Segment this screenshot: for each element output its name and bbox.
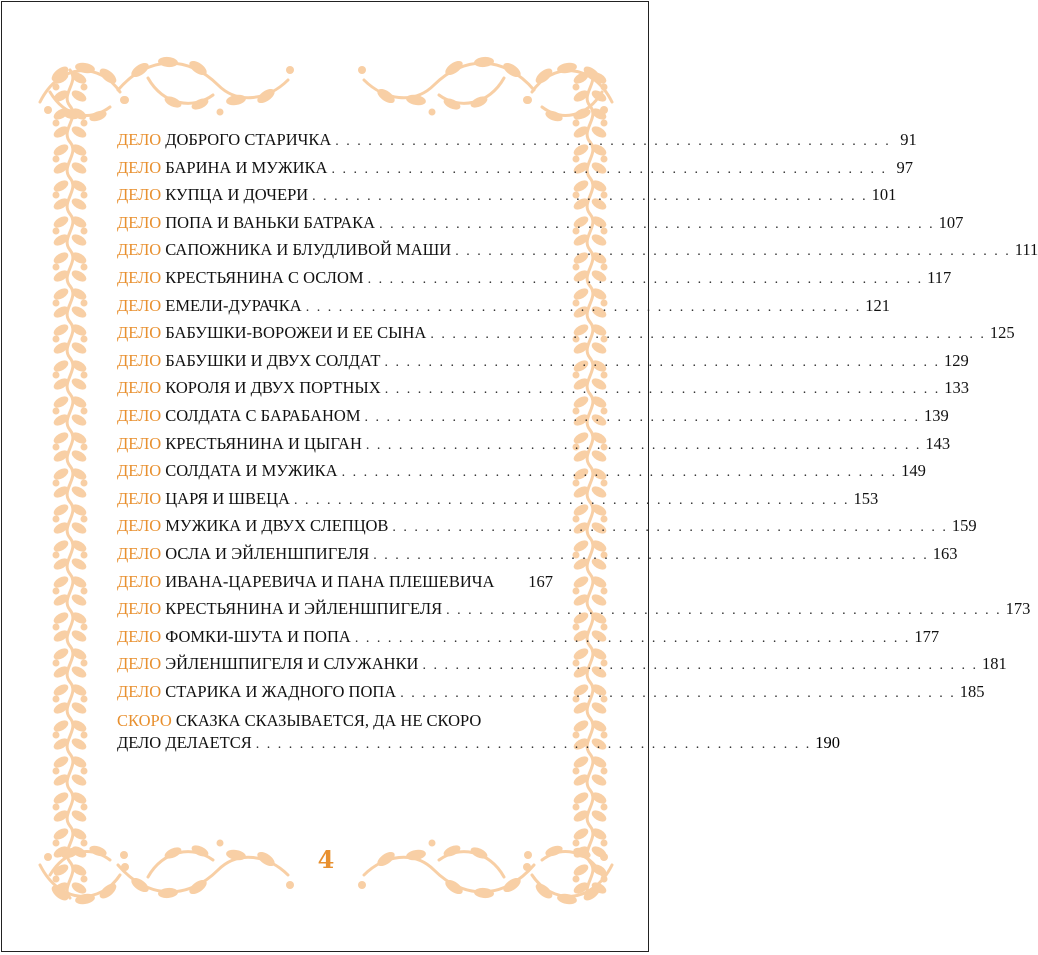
toc-title-continued: ДЕЛО ДЕЛАЕТСЯ	[117, 733, 252, 753]
toc-leader-dots: . . . . . . . . . . . . . . . . . . . . . . . . . . . . . . . . . . . . . . . . . . . . . . . . . . .	[312, 189, 868, 205]
toc-keyword: СКОРО	[117, 711, 172, 731]
page-number: 4	[317, 845, 335, 874]
toc-page-number: 97	[896, 157, 913, 177]
toc-keyword: ДЕЛО	[117, 681, 162, 701]
toc-entry[interactable]	[117, 212, 964, 241]
toc-entry[interactable]	[117, 654, 1007, 682]
toc-keyword: ДЕЛО	[117, 240, 162, 260]
toc-entry[interactable]	[117, 599, 1031, 627]
toc-page-number: 149	[901, 461, 926, 481]
toc-leader-dots: . . . . . . . . . . . . . . . . . . . . . . . . . . . . . . . . . . . . . . . . . . . . . . . . . . .	[293, 492, 850, 508]
toc-title: БАБУШКИ-ВОРОЖЕИ И ЕЕ СЫНА	[165, 323, 427, 343]
table-of-contents	[117, 130, 1038, 757]
toc-entry[interactable]	[117, 405, 949, 434]
toc-page-number: 91	[900, 130, 917, 149]
toc-keyword: ДЕЛО	[117, 157, 162, 177]
toc-page-number: 139	[924, 405, 949, 425]
toc-leader-dots: . . . . . . . . . . . . . . . . . . . . . . . . . . . . . . . . . . . . . . . . . . . . . . . . . . .	[367, 271, 924, 287]
toc-title: СТАРИКА И ЖАДНОГО ПОПА	[165, 681, 397, 701]
toc-entry[interactable]	[117, 681, 985, 710]
toc-leader-dots: . . . . . . . . . . . . . . . . . . . . . . . . . . . . . . . . . . . . . . . . . . . . . . . . . . .	[455, 244, 1011, 260]
toc-entry[interactable]	[117, 626, 940, 655]
toc-keyword: ДЕЛО	[117, 516, 162, 536]
toc-leader-dots: . . . . . . . . . . . . . . . . . . . . . . . . . . . . . . . . . . . . . . . . . . . . . . . . . . .	[400, 685, 956, 701]
toc-title: КРЕСТЬЯНИНА И ЦЫГАН	[165, 433, 362, 453]
toc-page-number: 111	[1014, 240, 1038, 260]
toc-leader-dots: . . . . . . . . . . . . . . . . . . . . . . . . . . . . . . . . . . . . . . . . . . . . . . . . . . .	[384, 382, 941, 398]
toc-title: ПОПА И ВАНЬКИ БАТРАКА	[165, 212, 376, 232]
toc-keyword: ДЕЛО	[117, 405, 162, 425]
toc-entry[interactable]	[117, 130, 917, 158]
toc-keyword: ДЕЛО	[117, 654, 162, 674]
toc-leader-dots: . . . . . . . . . . . . . . . . . . . . . . . . . . . . . . . . . . . . . . . . . . . . . . . . . . .	[392, 520, 948, 536]
toc-entry[interactable]	[117, 378, 969, 406]
toc-title: ОСЛА И ЭЙЛЕНШПИГЕЛЯ	[165, 543, 370, 563]
toc-title: ФОМКИ-ШУТА И ПОПА	[165, 626, 351, 646]
toc-entry[interactable]	[117, 572, 553, 600]
toc-page-number: 101	[871, 185, 897, 205]
toc-leader-dots: . . . . . . . . . . . . . . . . . . . . . . . . . . . . . . . . . . . . . . . . . . . . . . . . . . .	[373, 547, 929, 563]
toc-keyword: ДЕЛО	[117, 433, 162, 453]
toc-page-number: 190	[815, 733, 840, 753]
toc-page-number: 129	[943, 350, 969, 370]
toc-title: ЭЙЛЕНШПИГЕЛЯ И СЛУЖАНКИ	[165, 654, 419, 674]
toc-page-number: 133	[944, 378, 969, 398]
toc-title: САПОЖНИКА И БЛУДЛИВОЙ МАШИ	[165, 240, 452, 260]
toc-title: ЦАРЯ И ШВЕЦА	[165, 488, 290, 508]
toc-entry[interactable]	[117, 157, 913, 186]
toc-leader-dots: . . . . . . . . . . . . . . . . . . . . . . . . . . . . . . . . . . . . . . . . . . . . . . . . . . .	[384, 354, 940, 370]
toc-page-number: 117	[927, 267, 952, 287]
toc-page-number: 167	[528, 571, 553, 591]
toc-page-number: 153	[853, 488, 879, 508]
toc-page-number: 163	[932, 543, 958, 563]
toc-entry-last-line2	[117, 733, 840, 757]
toc-keyword: ДЕЛО	[117, 350, 162, 370]
toc-keyword: ДЕЛО	[117, 543, 162, 563]
toc-entry[interactable]	[117, 516, 977, 544]
toc-leader-dots: . . . . . . . . . . . . . . . . . . . . . . . . . . . . . . . . . . . . . . . . . . . . . . . . . . .	[335, 134, 891, 149]
toc-leader-dots: . . . . . . . . . . . . . . . . . . . . . . . . . . . . . . . . . . . . . . . . . . . . . . . . . . .	[446, 603, 1002, 619]
toc-page-number: 159	[951, 516, 977, 536]
toc-title: СКАЗКА СКАЗЫВАЕТСЯ, ДА НЕ СКОРО	[175, 711, 482, 731]
toc-title: БАБУШКИ И ДВУХ СОЛДАТ	[165, 350, 381, 370]
toc-leader-dots: . . . . . . . . . . . . . . . . . . . . . . . . . . . . . . . . . . . . . . . . . . . . . . . . . . .	[305, 299, 862, 315]
toc-page-number: 181	[981, 654, 1007, 674]
toc-keyword: ДЕЛО	[117, 488, 162, 508]
toc-title: ЕМЕЛИ-ДУРАЧКА	[165, 295, 302, 315]
toc-leader-dots: . . . . . . . . . . . . . . . . . . . . . . . . . . . . . . . . . . . . . . . . . . . . . . . . . . .	[341, 465, 898, 481]
toc-entry[interactable]	[117, 185, 897, 213]
toc-keyword: ДЕЛО	[117, 185, 162, 205]
toc-title: ИВАНА-ЦАРЕВИЧА И ПАНА ПЛЕШЕВИЧА	[165, 571, 495, 591]
toc-entry[interactable]	[117, 295, 890, 324]
toc-entry[interactable]	[117, 433, 951, 462]
toc-leader-dots: . . . . . . . . . . . . . . . . . . . . . . . . . . . . . . . . . . . . . . . . . . . . . . . . . . .	[331, 161, 887, 177]
toc-keyword: ДЕЛО	[117, 295, 162, 315]
toc-keyword: ДЕЛО	[117, 130, 162, 149]
toc-keyword: ДЕЛО	[117, 626, 162, 646]
toc-entry[interactable]	[117, 350, 969, 379]
toc-entry[interactable]	[117, 488, 879, 517]
toc-title: БАРИНА И МУЖИКА	[165, 157, 328, 177]
toc-entry[interactable]	[117, 461, 926, 489]
toc-title: КОРОЛЯ И ДВУХ ПОРТНЫХ	[165, 378, 381, 398]
toc-title: КРЕСТЬЯНИНА С ОСЛОМ	[165, 267, 364, 287]
toc-page-number: 173	[1005, 599, 1031, 619]
toc-title: КУПЦА И ДОЧЕРИ	[165, 185, 309, 205]
toc-entry[interactable]	[117, 543, 958, 572]
toc-leader-dots: . . . . . . . . . . . . . . . . . . . . . . . . . . . . . . . . . . . . . . . . . . . . . . . . . . .	[365, 437, 922, 453]
toc-entry[interactable]	[117, 240, 1038, 268]
toc-leader-dots: . . . . . . . . . . . . . . . . . . . . . . . . . . . . . . . . . . . . . . . . . . . . . . . . . . .	[379, 216, 935, 232]
toc-leader-dots: . . . . . . . . . . . . . . . . . . . . . . . . . . . . . . . . . . . . . . . . . . . . . . . . . . .	[364, 409, 921, 425]
toc-leader-dots: . . . . . . . . . . . . . . . . . . . . . . . . . . . . . . . . . . . . . . . . . . . . . . . . . . .	[354, 630, 911, 646]
toc-leader-dots: . . . . . . . . . . . . . . . . . . . . . . . . . . . . . . . . . . . . . . . . . . . . . . . . . . .	[255, 737, 812, 753]
toc-page-number: 177	[914, 626, 940, 646]
toc-page-number: 121	[865, 295, 890, 315]
toc-keyword: ДЕЛО	[117, 599, 162, 619]
toc-keyword: ДЕЛО	[117, 212, 162, 232]
toc-keyword: ДЕЛО	[117, 323, 162, 343]
toc-title: МУЖИКА И ДВУХ СЛЕПЦОВ	[165, 516, 389, 536]
toc-entry-last[interactable]	[117, 711, 840, 757]
toc-leader-dots: . . . . . . . . . . . . . . . . . . . . . . . . . . . . . . . . . . . . . . . . . . . . . . . . . . .	[430, 327, 986, 343]
toc-title: СОЛДАТА С БАРАБАНОМ	[165, 405, 361, 425]
toc-title: СОЛДАТА И МУЖИКА	[165, 461, 338, 481]
toc-page-number: 185	[959, 681, 985, 701]
toc-keyword: ДЕЛО	[117, 267, 162, 287]
toc-title: КРЕСТЬЯНИНА И ЭЙЛЕНШПИГЕЛЯ	[165, 599, 443, 619]
toc-entry[interactable]	[117, 267, 952, 296]
toc-keyword: ДЕЛО	[117, 571, 162, 591]
toc-page-number: 125	[989, 323, 1015, 343]
toc-keyword: ДЕЛО	[117, 461, 162, 481]
toc-title: ДОБРОГО СТАРИЧКА	[165, 130, 332, 149]
toc-page-number: 143	[925, 433, 951, 453]
toc-entry-last-line1	[117, 711, 553, 733]
toc-entry[interactable]	[117, 323, 1015, 351]
toc-page-number: 107	[938, 212, 964, 232]
toc-leader-dots: . . . . . . . . . . . . . . . . . . . . . . . . . . . . . . . . . . . . . . . . . . . . . . . . . . .	[422, 658, 978, 674]
toc-keyword: ДЕЛО	[117, 378, 162, 398]
